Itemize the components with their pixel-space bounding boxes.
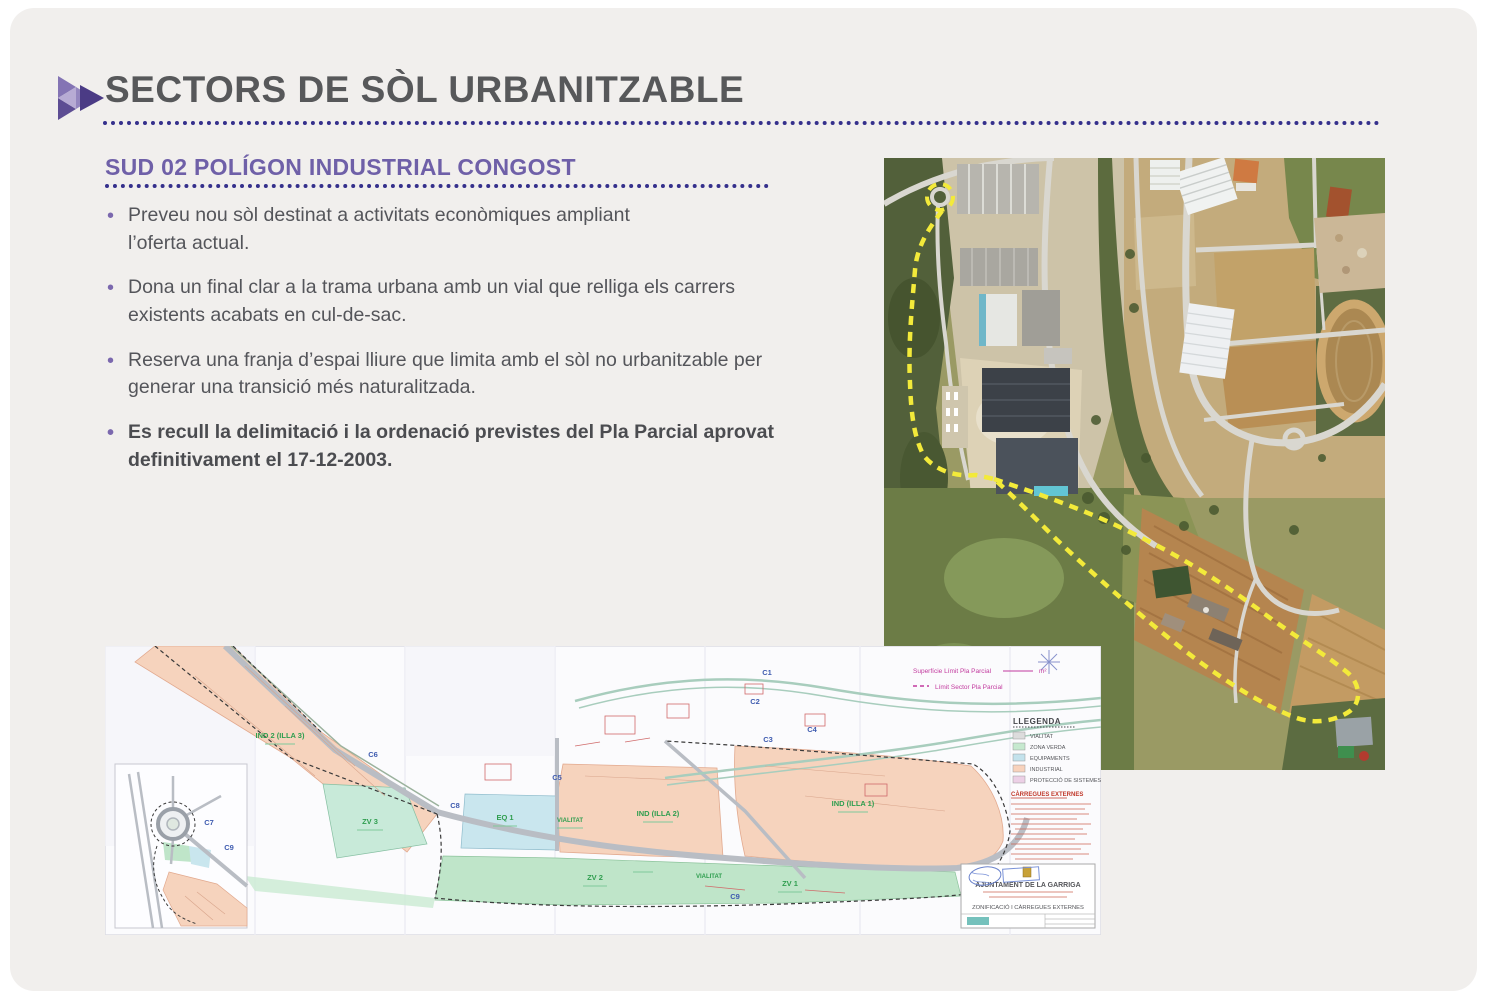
svg-text:VIALITAT: VIALITAT <box>1030 734 1054 740</box>
page-title: SECTORS DE SÒL URBANITZABLE <box>105 69 745 110</box>
svg-text:ZV 3: ZV 3 <box>362 817 378 826</box>
svg-text:IND (ILLA 1): IND (ILLA 1) <box>831 799 875 808</box>
bullet-item-bold: • Es recull la delimitació i la ordenació previstes del Pla Parcial aprovat definitivament el 17-12-2003. <box>105 419 776 474</box>
bullet-list <box>105 202 805 492</box>
svg-text:C3: C3 <box>763 735 773 744</box>
plan-inset <box>115 764 247 928</box>
svg-text:C8: C8 <box>450 801 460 810</box>
svg-text:IND 2 (ILLA 3): IND 2 (ILLA 3) <box>255 731 305 740</box>
svg-text:C7: C7 <box>204 818 214 827</box>
svg-text:C9: C9 <box>224 843 234 852</box>
bullet-item: • Dona un final clar a la trama urbana amb un vial que relliga els carrers existents acabats en cul-de-sac. <box>105 274 800 329</box>
svg-text:ZV 2: ZV 2 <box>587 873 603 882</box>
svg-text:C5: C5 <box>552 773 562 782</box>
arrow-facet-icon <box>56 70 108 126</box>
svg-text:PROTECCIÓ DE SISTEMES: PROTECCIÓ DE SISTEMES <box>1030 778 1101 784</box>
svg-text:C4: C4 <box>807 725 817 734</box>
svg-text:C2: C2 <box>750 697 760 706</box>
section-subtitle: SUD 02 POLÍGON INDUSTRIAL CONGOST <box>105 154 576 180</box>
svg-text:VIALITAT: VIALITAT <box>695 874 723 880</box>
svg-text:CÀRREGUES EXTERNES: CÀRREGUES EXTERNES <box>1011 792 1084 798</box>
svg-text:ZV 1: ZV 1 <box>782 879 798 888</box>
svg-text:VIALITAT: VIALITAT <box>556 818 584 824</box>
svg-text:EQUIPAMENTS: EQUIPAMENTS <box>1030 756 1070 762</box>
svg-text:Límit Sector Pla Parcial: Límit Sector Pla Parcial <box>935 684 1003 691</box>
svg-text:AJUNTAMENT DE LA GARRIGA: AJUNTAMENT DE LA GARRIGA <box>975 882 1081 889</box>
svg-text:C6: C6 <box>368 750 378 759</box>
svg-text:C9: C9 <box>730 892 740 901</box>
svg-text:ZONIFICACIÓ I CÀRREGUES EXTERN: ZONIFICACIÓ I CÀRREGUES EXTERNES <box>972 905 1084 911</box>
svg-text:LLEGENDA: LLEGENDA <box>1013 717 1061 726</box>
subtitle-dotted-rule <box>105 184 769 188</box>
svg-text:C1: C1 <box>762 668 772 677</box>
bullet-item: • Preveu nou sòl destinat a activitats econòmiques ampliant l’oferta actual. <box>105 202 683 257</box>
svg-text:m²: m² <box>1039 668 1047 675</box>
zoning-plan <box>105 646 1101 935</box>
svg-text:ZONA VERDA: ZONA VERDA <box>1030 745 1066 751</box>
title-dotted-rule <box>103 121 1380 125</box>
svg-text:Superfície Límit Pla Parcial: Superfície Límit Pla Parcial <box>913 668 992 675</box>
plan-title-block <box>961 864 1095 928</box>
svg-text:INDUSTRIAL: INDUSTRIAL <box>1030 767 1063 773</box>
svg-text:IND (ILLA 2): IND (ILLA 2) <box>636 809 680 818</box>
svg-text:EQ 1: EQ 1 <box>496 813 514 822</box>
bullet-item: • Reserva una franja d’espai lliure que limita amb el sòl no urbanitzable per generar una transició més naturalitzada. <box>105 347 796 402</box>
